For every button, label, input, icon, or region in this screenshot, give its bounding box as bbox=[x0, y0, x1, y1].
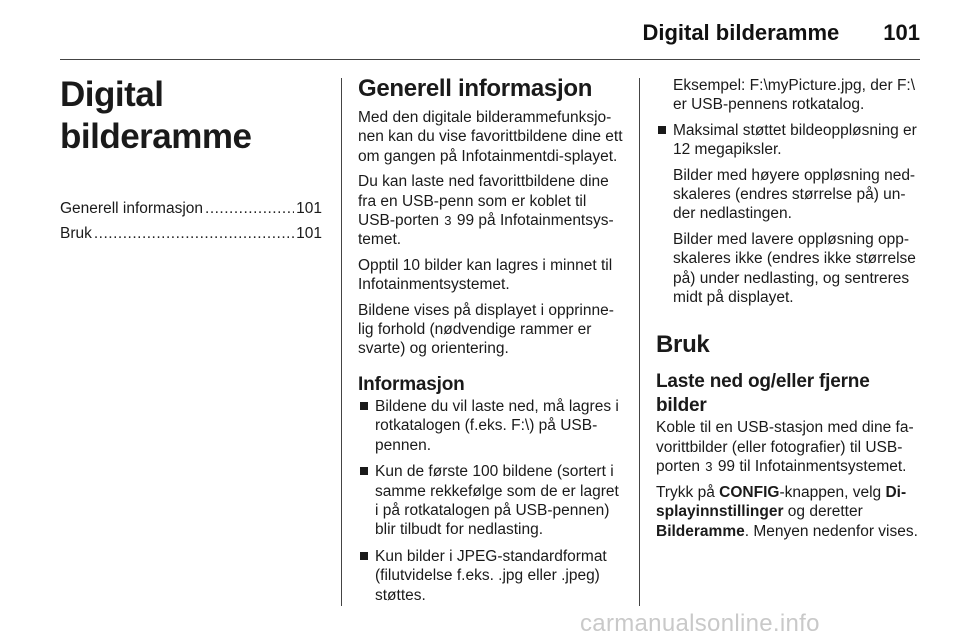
section-heading: Bruk bbox=[656, 331, 710, 359]
subsection-heading: Laste ned og/eller fjerne bilder bbox=[656, 371, 870, 417]
paragraph-text: . Menyen nedenfor vises. bbox=[744, 522, 918, 540]
usage-column bbox=[656, 76, 922, 547]
paragraph-text: og deretter bbox=[787, 503, 863, 521]
toc-leader-dots bbox=[94, 221, 294, 246]
bullet-paragraph: Bilder med høyere oppløsning ned-skaleres (endres størrelse på) un-der nedlastingen. bbox=[673, 166, 916, 223]
paragraph-text: Du kan laste ned favorittbildene dine fra en USB-penn som er koblet til USB-porten bbox=[358, 173, 609, 230]
config-button-label: CONFIG bbox=[719, 483, 780, 501]
info-heading: Informasjon bbox=[358, 373, 465, 395]
page-number: 101 bbox=[883, 20, 920, 45]
toc-entry[interactable] bbox=[60, 221, 322, 246]
example-text: Eksempel: F:\myPicture.jpg, der F:\ er USB-pennens rotkatalog. bbox=[673, 77, 916, 114]
running-header bbox=[642, 20, 920, 46]
bullet-item: Kun bilder i JPEG-standardformat (filutvidelse f.eks. .jpg eller .jpeg) støttes. bbox=[358, 547, 624, 605]
column-divider bbox=[341, 78, 342, 606]
watermark: carmanualsonline.info bbox=[580, 610, 820, 637]
toc-entry-label[interactable]: Generell informasjon bbox=[60, 200, 204, 217]
chapter-title: Digital bilderamme bbox=[60, 75, 252, 156]
paragraph: Bildene vises på displayet i opprinne-lig forhold (nødvendige rammer er svarte) og orientering. bbox=[358, 301, 614, 358]
paragraph-text: 99 på Infotainmentsys-temet. bbox=[358, 212, 614, 249]
info-bullet-list bbox=[358, 397, 624, 605]
paragraph bbox=[656, 483, 922, 541]
section-heading: Generell informasjon bbox=[358, 75, 593, 102]
picture-frame-menu-label: Bilderamme bbox=[656, 522, 745, 540]
bullet-paragraph: Bilder med lavere oppløsning opp-skaleres ikke (endres ikke størrelse på) under nedlasting, og sentreres midt på displayet. bbox=[673, 230, 916, 307]
toc-leader-dots bbox=[205, 196, 294, 221]
bullet-text: Maksimal støttet bildeoppløsning er 12 megapiksler. bbox=[673, 121, 917, 159]
paragraph-text: Koble til en USB-stasjon med dine fa-vorittbilder (eller fotografier) til USB-porten bbox=[656, 419, 914, 476]
paragraph bbox=[656, 418, 922, 476]
paragraph bbox=[358, 172, 624, 250]
column-divider bbox=[639, 78, 640, 606]
paragraph-text: -knappen, velg bbox=[779, 483, 882, 501]
paragraph: Med den digitale bilderammefunksjo-nen kan du vise favorittbildene dine ett om gangen på Infotainmentdi-splayet. bbox=[358, 109, 623, 165]
toc-entry-page[interactable]: 101 bbox=[296, 200, 322, 217]
toc-entry-page[interactable]: 101 bbox=[296, 225, 322, 242]
paragraph: Opptil 10 bilder kan lagres i minnet til Infotainmentsystemet. bbox=[358, 256, 613, 294]
toc-entry-label[interactable]: Bruk bbox=[60, 225, 92, 242]
header-rule bbox=[60, 59, 920, 60]
bullet-item bbox=[656, 121, 922, 308]
bullet-item: Bildene du vil laste ned, må lagres i rotkatalogen (f.eks. F:\) på USB-pennen. bbox=[358, 397, 624, 455]
bullet-item: Kun de første 100 bildene (sortert i samme rekkefølge som de er lagret i på rotkatalogen på USB-pennen) blir tilbudt for nedlasting. bbox=[358, 462, 624, 540]
paragraph-text: Trykk på bbox=[656, 483, 715, 501]
page-reference-icon[interactable]: 3 bbox=[444, 213, 452, 229]
display-settings-menu-label: Di-splayinnstillinger bbox=[656, 483, 907, 521]
toc-column bbox=[60, 70, 322, 246]
general-info-column bbox=[358, 70, 624, 612]
paragraph-text: 99 til Infotainmentsystemet. bbox=[717, 458, 907, 476]
toc-entry[interactable] bbox=[60, 196, 322, 221]
running-header-title: Digital bilderamme bbox=[642, 20, 840, 45]
table-of-contents bbox=[60, 196, 322, 246]
page-reference-icon[interactable]: 3 bbox=[705, 459, 713, 475]
resolution-bullet-list bbox=[656, 121, 922, 308]
